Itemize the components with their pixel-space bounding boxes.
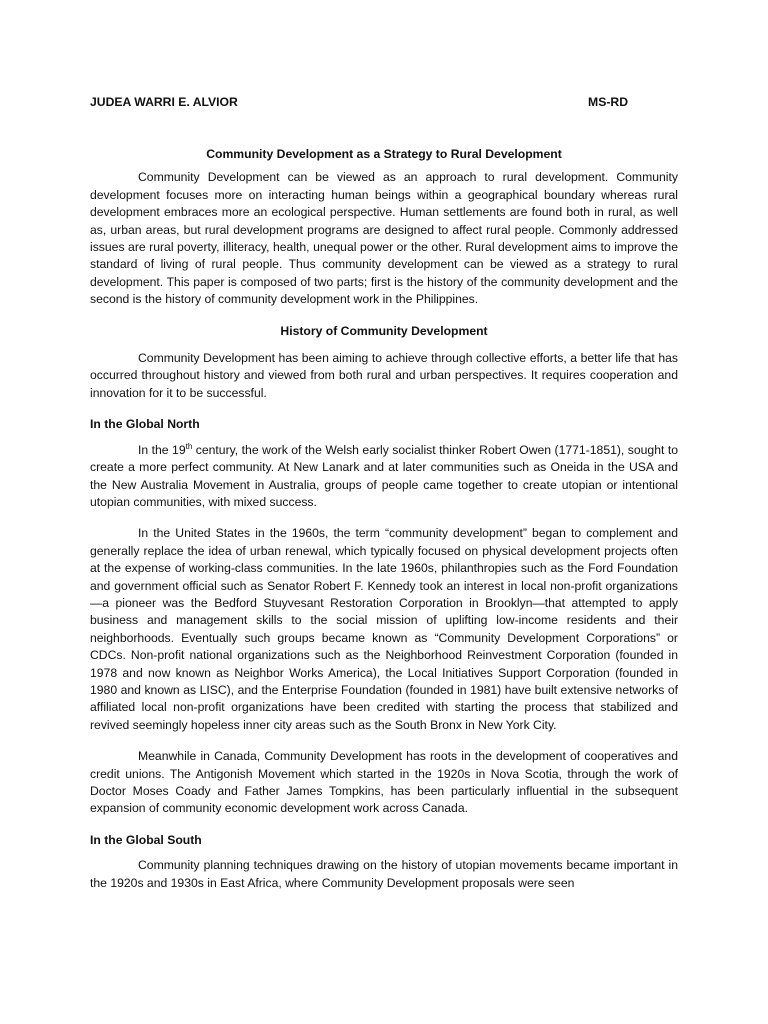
ordinal-superscript: th <box>185 441 193 451</box>
global-north-heading: In the Global North <box>90 417 200 432</box>
global-north-paragraph-2: In the United States in the 1960s, the term “community development” began to complement and generally replace the idea of urban renewal, which typically focused on physical development projects often at the expense of working-class communities. In the late 1960s, philanthropies such as the Ford Foundation and government official such as Senator Robert F. Kennedy took an interest in local non-profit organizations—a pioneer was the Bedford Stuyvesant Restoration Corporation in Brooklyn—that attempted to apply business and management skills to the social mission of uplifting low-income residents and their neighborhoods. Eventually such groups became known as “Community Development Corporations” or CDCs. Non-profit national organizations such as the Neighborhood Reinvestment Corporation (founded in 1978 and now known as Neighbor Works America), the Local Initiatives Support Corporation (founded in 1980 and known as LISC), and the Enterprise Foundation (founded in 1981) have built extensive networks of affiliated local non-profit organizations have been credited with starting the process that stabilized and revived seemingly hopeless inner city areas such as the South Bronx in New York City. <box>90 526 678 732</box>
global-south-paragraph-1: Community planning techniques drawing on the history of utopian movements became important in the 1920s and 1930s in East Africa, where Community Development proposals were seen <box>90 858 678 890</box>
p1-text-before-superscript: In the 19 <box>138 442 186 457</box>
global-north-paragraph-3: Meanwhile in Canada, Community Development has roots in the development of cooperatives and credit unions. The Antigonish Movement which started in the 1920s in Nova Scotia, through the work of Doctor Moses Coady and Father James Tompkins, has been particularly influential in the subsequent expansion of community economic development work across Canada. <box>90 749 678 816</box>
document-header <box>90 94 678 112</box>
intro-paragraph: Community Development can be viewed as an approach to rural development. Community development focuses more on interacting human beings within a geographical boundary whereas rural development embraces more an ecological perspective. Human settlements are found both in rural, as well as, urban areas, but rural development programs are designed to affect rural people. Commonly addressed issues are rural poverty, illiteracy, health, unequal power or the other. Rural development aims to improve the standard of living of rural people. Thus community development can be viewed as a strategy to rural development. This paper is composed of two parts; first is the history of the community development and the second is the history of community development work in the Philippines. <box>90 170 678 307</box>
history-paragraph: Community Development has been aiming to achieve through collective efforts, a better life that has occurred throughout history and viewed from both rural and urban perspectives. It requires cooperation and innovation for it to be successful. <box>90 351 678 400</box>
document-page <box>90 94 678 906</box>
program-label: MS-RD <box>588 95 628 109</box>
global-north-paragraph-1 <box>90 442 678 512</box>
author-name: JUDEA WARRI E. ALVIOR <box>90 95 238 109</box>
history-section-heading: History of Community Development <box>280 323 488 338</box>
global-south-heading: In the Global South <box>90 832 202 847</box>
document-title: Community Development as a Strategy to Rural Development <box>206 147 562 161</box>
p1-text-after-superscript: century, the work of the Welsh early socialist thinker Robert Owen (1771-1851), sought to create a more perfect community. At New Lanark and at later communities such as Oneida in the USA and the New Australia Movement in Australia, groups of people came together to create utopian or intentional utopian communities, with mixed success. <box>90 442 679 509</box>
